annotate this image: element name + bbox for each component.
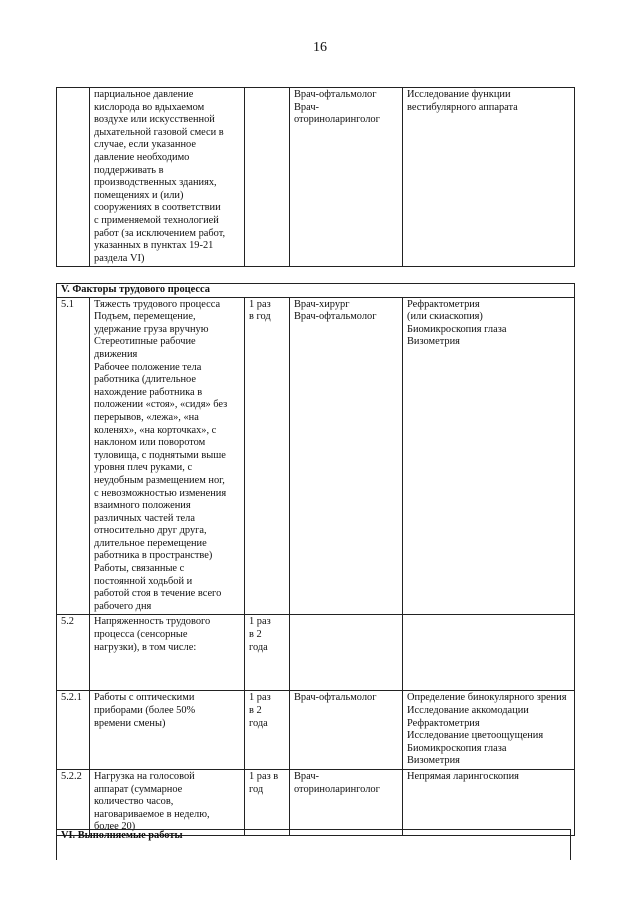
exam-cell [403, 691, 575, 770]
text-line: коленях», «на корточках», с [94, 424, 217, 436]
num-cell: 5.2 [57, 615, 90, 691]
text-line: оториноларинголог [294, 114, 380, 126]
text-line: сооружениях в соответствии [94, 202, 221, 214]
exam-cell [403, 770, 575, 836]
doctor-cell [290, 615, 403, 691]
table-row [57, 297, 575, 615]
period-cell [245, 615, 290, 691]
text-line: длительное перемещение [94, 537, 207, 549]
text-line: воздухе или искусственной [94, 114, 215, 126]
text-line: раздела VI) [94, 252, 145, 264]
text-line: с применяемой технологией [94, 214, 219, 226]
text-line: Исследование функции [407, 89, 511, 100]
exam-cell [403, 615, 575, 691]
text-line: кислорода во вдыхаемом [94, 101, 205, 113]
text-line: Рефрактометрия [407, 298, 480, 310]
text-line: уровня плеч руками, с [94, 462, 193, 474]
text-line: в год [249, 311, 271, 323]
text-line: работой стоя в течение всего [94, 588, 222, 600]
section-header-row [57, 284, 575, 298]
text-line: 1 раз [249, 616, 271, 628]
text-line: (или скиаскопия) [407, 311, 483, 323]
num-cell: 5.1 [57, 297, 90, 615]
doctor-cell [290, 770, 403, 836]
period-cell [245, 297, 290, 615]
table-row [57, 691, 575, 770]
text-line: Врач- [294, 101, 320, 113]
text-line: количество часов, [94, 796, 174, 808]
factor-cell [90, 691, 245, 770]
table-row [57, 88, 575, 267]
text-line: помещениях и (или) [94, 189, 184, 201]
text-line: наговариваемое в неделю, [94, 808, 210, 820]
section6-table [56, 829, 571, 860]
page-number: 16 [313, 40, 327, 55]
text-line: Биомикроскопия глаза [407, 742, 507, 754]
period-cell [245, 770, 290, 836]
text-line: приборами (более 50% [94, 705, 196, 717]
text-line: Визометрия [407, 755, 460, 767]
text-line: Напряженность трудового [94, 616, 211, 628]
text-line: 1 раз [249, 298, 271, 310]
section-header-row [57, 830, 571, 861]
text-line: поддерживать в [94, 164, 164, 176]
text-line: Врач- [294, 771, 320, 782]
factor-cell [90, 615, 245, 691]
text-line: времени смены) [94, 717, 166, 729]
period-cell [245, 88, 290, 267]
doctor-cell [290, 691, 403, 770]
text-line: Врач-офтальмолог [294, 692, 377, 704]
text-line: 1 раз [249, 692, 271, 704]
text-line: Исследование цветоощущения [407, 730, 544, 742]
text-line: вестибулярного аппарата [407, 101, 518, 113]
text-line: перерывов, «лежа», «на [94, 411, 199, 423]
text-line: года [249, 717, 268, 729]
text-line: наклоном или поворотом [94, 437, 206, 449]
period-cell [245, 691, 290, 770]
text-line: Непрямая ларингоскопия [407, 771, 519, 782]
text-line: год [249, 783, 264, 795]
factor-cell [90, 297, 245, 615]
text-line: в 2 [249, 705, 262, 717]
text-line: Подъем, перемещение, [94, 311, 196, 323]
num-cell: 5.2.2 [57, 770, 90, 836]
text-line: давление необходимо [94, 151, 190, 163]
text-line: процесса (сенсорные [94, 629, 188, 641]
doctor-cell [290, 297, 403, 615]
exam-cell [403, 297, 575, 615]
text-line: постоянной ходьбой и [94, 575, 193, 587]
text-line: работ (за исключением работ, [94, 227, 226, 239]
table-row [57, 615, 575, 691]
factor-cell [90, 770, 245, 836]
text-line: рабочего дня [94, 600, 152, 612]
text-line: Визометрия [407, 336, 460, 348]
text-line: Определение бинокулярного зрения [407, 692, 567, 704]
text-line: туловища, с поднятыми выше [94, 449, 226, 461]
text-line: 1 раз в [249, 771, 279, 782]
text-line: различных частей тела [94, 512, 195, 524]
text-line: нагрузки), в том числе: [94, 641, 197, 653]
text-line: более 20) [94, 821, 136, 833]
text-line: аппарат (суммарное [94, 783, 183, 795]
section5-title: V. Факторы трудового процесса [57, 284, 575, 298]
text-line: положении «стоя», «сидя» без [94, 399, 228, 411]
table-row [57, 770, 575, 836]
text-line: движения [94, 348, 138, 360]
text-line: работника в пространстве) [94, 550, 213, 562]
section6-title: VI. Выполняемые работы [57, 830, 571, 861]
num-cell [57, 88, 90, 267]
text-line: неудобным размещением ног, [94, 474, 225, 486]
factor-cell [90, 88, 245, 267]
text-line: Работы, связанные с [94, 563, 185, 575]
text-line: производственных зданиях, [94, 177, 217, 189]
text-line: Врач-офтальмолог [294, 89, 377, 100]
exam-cell [403, 88, 575, 267]
continued-table [56, 87, 575, 267]
text-line: Врач-офтальмолог [294, 311, 377, 323]
text-line: Рабочее положение тела [94, 361, 202, 373]
text-line: относительно друг друга, [94, 525, 207, 537]
text-line: Рефрактометрия [407, 717, 480, 729]
text-line: Исследование аккомодации [407, 705, 529, 717]
text-line: Врач-хирург [294, 298, 350, 310]
text-line: парциальное давление [94, 89, 194, 100]
text-line: указанных в пунктах 19-21 [94, 240, 214, 252]
text-line: Тяжесть трудового процесса [94, 298, 221, 310]
text-line: взаимного положения [94, 500, 191, 512]
text-line: дыхательной газовой смеси в [94, 126, 224, 138]
text-line: оториноларинголог [294, 783, 380, 795]
text-line: Биомикроскопия глаза [407, 323, 507, 335]
text-line: случае, если указанное [94, 139, 196, 151]
text-line: с невозможностью изменения [94, 487, 227, 499]
text-line: работника (длительное [94, 374, 196, 386]
text-line: Нагрузка на голосовой [94, 771, 195, 782]
text-line: года [249, 641, 268, 653]
num-cell: 5.2.1 [57, 691, 90, 770]
text-line: в 2 [249, 629, 262, 641]
section5-table [56, 283, 575, 836]
doctor-cell [290, 88, 403, 267]
text-line: удержание груза вручную [94, 323, 209, 335]
text-line: Работы с оптическими [94, 692, 195, 704]
text-line: нахождение работника в [94, 386, 203, 398]
text-line: Стереотипные рабочие [94, 336, 196, 348]
